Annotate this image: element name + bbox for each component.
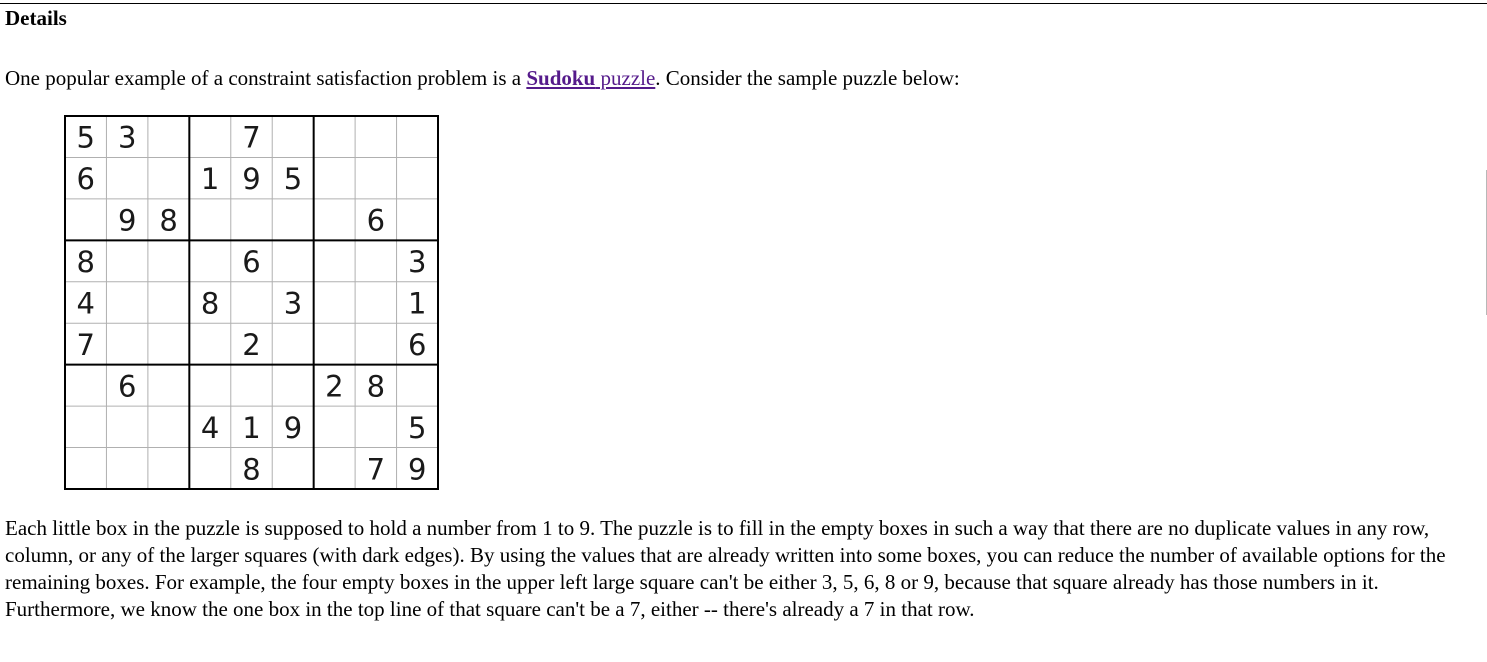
sudoku-cell-digit: 5 xyxy=(283,162,303,197)
sudoku-cell-digit: 3 xyxy=(283,286,303,321)
sudoku-cell-digit: 1 xyxy=(200,162,220,197)
sudoku-cell-digit: 8 xyxy=(242,452,261,487)
sudoku-cell-digit: 1 xyxy=(408,286,427,321)
puzzle-link-text[interactable]: puzzle xyxy=(595,66,656,90)
top-divider xyxy=(0,3,1487,4)
sudoku-cell-digit: 6 xyxy=(366,203,386,238)
sudoku-image xyxy=(64,115,439,490)
sudoku-cell-digit: 6 xyxy=(408,327,427,362)
sudoku-cell-digit: 6 xyxy=(76,162,95,197)
intro-text-end: . Consider the sample puzzle below: xyxy=(655,66,960,90)
sudoku-cell-digit: 5 xyxy=(76,120,95,155)
sudoku-cell-digit: 2 xyxy=(325,369,344,404)
sudoku-cell-digit: 9 xyxy=(408,452,427,487)
sudoku-cell-digit: 7 xyxy=(366,452,386,487)
sudoku-cell-digit: 7 xyxy=(76,327,95,362)
sudoku-cell-digit: 3 xyxy=(117,120,137,155)
intro-text-start: One popular example of a constraint satisfaction problem is a xyxy=(5,66,527,90)
sudoku-cell-digit: 8 xyxy=(76,245,95,280)
sudoku-cell-digit: 2 xyxy=(242,327,261,362)
sudoku-puzzle-link[interactable] xyxy=(526,66,655,90)
sudoku-cell-digit: 9 xyxy=(117,203,137,238)
sudoku-cell-digit: 1 xyxy=(242,410,261,445)
sudoku-cell-digit: 8 xyxy=(200,286,220,321)
sudoku-cell-digit: 9 xyxy=(283,410,303,445)
sudoku-cell-digit: 7 xyxy=(242,120,261,155)
intro-paragraph xyxy=(5,65,960,91)
sudoku-cell-digit: 4 xyxy=(76,286,95,321)
sudoku-link-bold[interactable]: Sudoku xyxy=(526,66,596,90)
sudoku-cell-digit: 5 xyxy=(408,410,427,445)
explanation-paragraph: Each little box in the puzzle is supposed to hold a number from 1 to 9. The puzzle is to fill in the empty boxes in such a way that there are no duplicate values in any row, column, or any of the larger squares (with dark edges). By using the values that are already written into some boxes, you can reduce the number of available options for the remaining boxes. For example, the four empty boxes in the upper left large square can't be either 3, 5, 6, 8 or 9, because that square already has those numbers in it. Furthermore, we know the one box in the top line of that square can't be a 7, either -- there's already a 7 in that row. xyxy=(5,516,1446,621)
sudoku-cell-digit: 6 xyxy=(117,369,137,404)
sudoku-cell-digit: 9 xyxy=(242,162,261,197)
sudoku-grid xyxy=(64,115,439,490)
sudoku-cell-digit: 8 xyxy=(366,369,386,404)
sudoku-cell-digit: 3 xyxy=(408,245,427,280)
sudoku-cell-digit: 8 xyxy=(159,203,178,238)
sudoku-cell-digit: 4 xyxy=(200,410,220,445)
sudoku-cell-digit: 6 xyxy=(242,245,261,280)
section-heading: Details xyxy=(5,6,67,30)
